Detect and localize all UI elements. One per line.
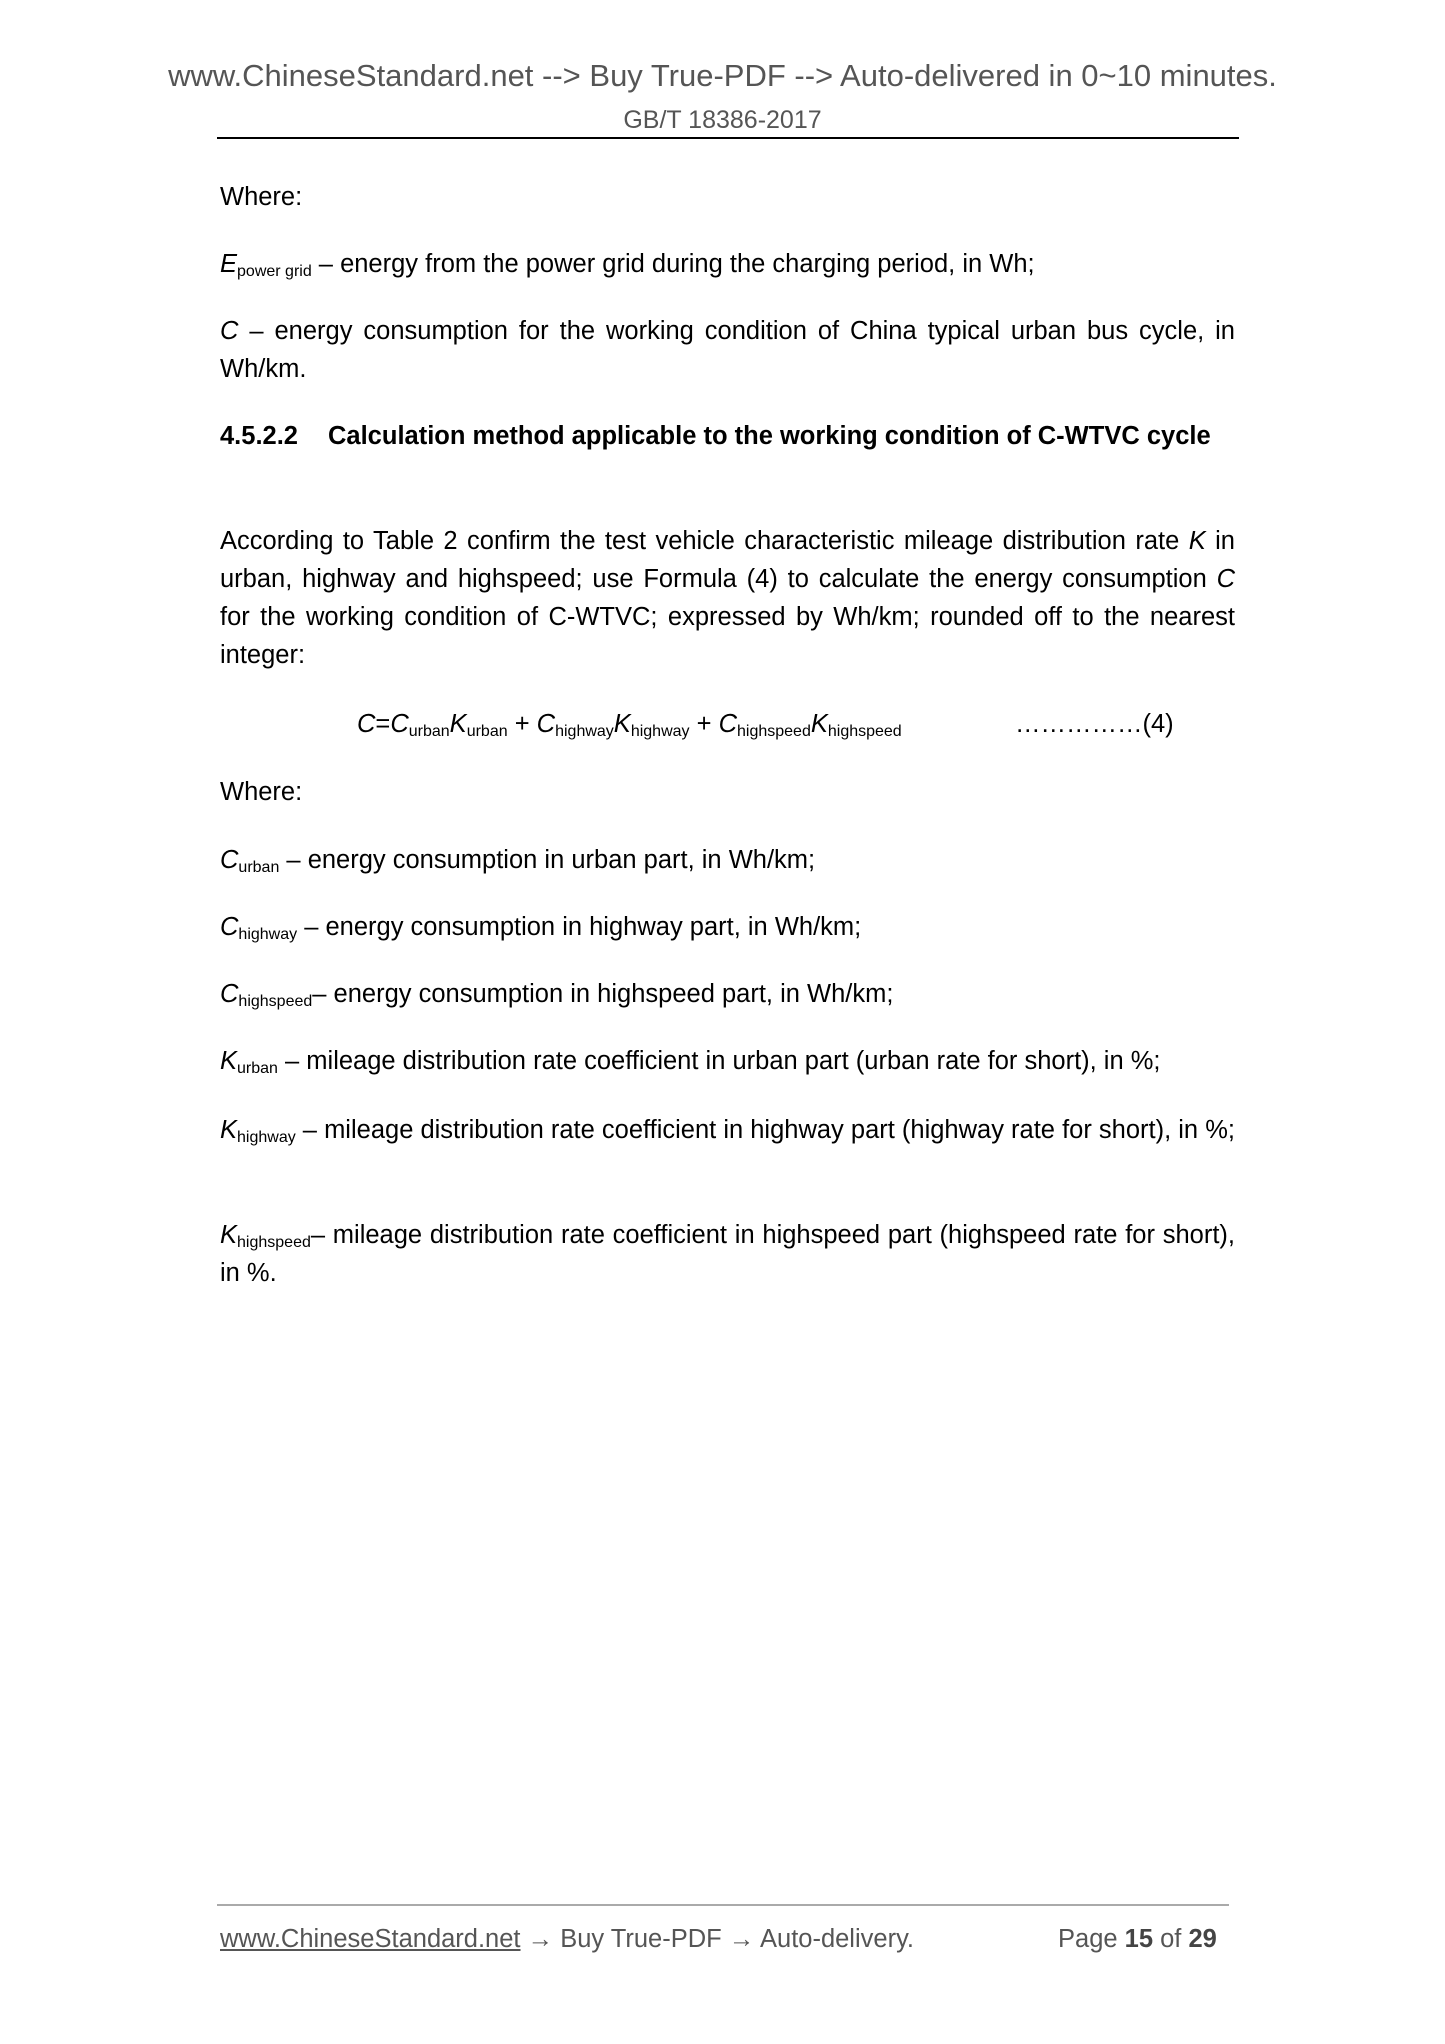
page-label: Page bbox=[1058, 1925, 1125, 1953]
symbol: C bbox=[1216, 565, 1235, 593]
header-banner: www.ChineseStandard.net --> Buy True-PDF --> Auto-delivered in 0~10 minutes. bbox=[168, 58, 1277, 93]
page-indicator bbox=[1058, 1925, 1217, 1954]
symbol: C bbox=[390, 710, 409, 738]
formula-number: ……………(4) bbox=[1015, 710, 1174, 738]
symbol: K bbox=[220, 1116, 238, 1144]
text: in urban, highway and highspeed; use Formula (4) to calculate the energy consumption bbox=[220, 527, 1235, 593]
symbol: C bbox=[536, 710, 556, 738]
definition-k-highspeed bbox=[220, 1216, 1235, 1292]
standard-number: GB/T 18386-2017 bbox=[623, 106, 822, 134]
formula-4 bbox=[357, 705, 902, 743]
definition-text: – energy consumption in highway part, in Wh/km; bbox=[297, 913, 862, 941]
subscript: highspeed bbox=[237, 1234, 311, 1251]
definition-e bbox=[220, 245, 1235, 283]
definition-text: – mileage distribution rate coefficient in highspeed part (highspeed rate for short), in %. bbox=[220, 1221, 1235, 1287]
arrow-icon: → bbox=[520, 1925, 561, 1953]
definition-k-highway bbox=[220, 1111, 1235, 1149]
text: According to Table 2 confirm the test vehicle characteristic mileage distribution rate bbox=[220, 527, 1189, 555]
definition-c-highspeed bbox=[220, 975, 1235, 1013]
definition-text: – energy from the power grid during the charging period, in Wh; bbox=[311, 250, 1035, 278]
definition-c bbox=[220, 312, 1235, 388]
subscript: urban bbox=[238, 859, 280, 876]
definition-text: – mileage distribution rate coefficient in highway part (highway rate for short), in %; bbox=[295, 1116, 1235, 1144]
symbol: K bbox=[220, 1221, 238, 1249]
symbol: C bbox=[220, 980, 239, 1008]
definition-text: – energy consumption in urban part, in Wh/km; bbox=[279, 846, 816, 874]
subscript: urban bbox=[237, 1060, 278, 1077]
symbol: C bbox=[718, 710, 737, 738]
definition-k-urban bbox=[220, 1042, 1235, 1080]
symbol: K bbox=[220, 1047, 238, 1075]
section-title: Calculation method applicable to the working condition of C-WTVC cycle bbox=[328, 422, 1211, 450]
equals: = bbox=[375, 710, 391, 738]
text: for the working condition of C-WTVC; expressed by Wh/km; rounded off to the nearest integer: bbox=[220, 603, 1235, 669]
definition-text: – energy consumption in highspeed part, in Wh/km; bbox=[312, 980, 894, 1008]
plus: + bbox=[507, 710, 537, 738]
subscript: highspeed bbox=[827, 723, 902, 740]
symbol: C bbox=[357, 710, 376, 738]
page-number: 15 bbox=[1124, 1925, 1154, 1953]
subscript: power grid bbox=[237, 263, 312, 280]
section-number: 4.5.2.2 bbox=[220, 422, 298, 450]
subscript: highspeed bbox=[737, 723, 811, 740]
subscript: highway bbox=[555, 723, 614, 740]
subscript: highspeed bbox=[238, 993, 313, 1010]
footer-link[interactable]: www.ChineseStandard.net bbox=[220, 1925, 521, 1953]
where-label: Where: bbox=[220, 183, 303, 211]
footer-text: Auto-delivery. bbox=[760, 1925, 915, 1953]
footer-text: Buy True-PDF bbox=[560, 1925, 722, 1953]
arrow-icon: → bbox=[721, 1925, 760, 1953]
definition-c-urban bbox=[220, 841, 1235, 879]
subscript: highway bbox=[238, 926, 298, 943]
symbol: C bbox=[220, 846, 239, 874]
subscript: urban bbox=[408, 723, 450, 740]
paragraph bbox=[220, 522, 1235, 674]
symbol: K bbox=[613, 710, 631, 738]
total-pages: 29 bbox=[1188, 1925, 1217, 1953]
symbol: E bbox=[220, 250, 238, 278]
section-heading bbox=[220, 417, 1235, 455]
symbol: K bbox=[810, 710, 828, 738]
symbol: K bbox=[1188, 527, 1206, 555]
where-label: Where: bbox=[220, 778, 303, 806]
plus: + bbox=[689, 710, 719, 738]
subscript: highway bbox=[237, 1129, 296, 1146]
header-rule bbox=[217, 137, 1239, 139]
subscript: highway bbox=[630, 723, 690, 740]
subscript: urban bbox=[466, 723, 508, 740]
symbol: C bbox=[220, 317, 239, 345]
definition-text: – mileage distribution rate coefficient in urban part (urban rate for short), in %; bbox=[277, 1047, 1161, 1075]
symbol: K bbox=[449, 710, 467, 738]
of-label: of bbox=[1153, 1925, 1189, 1953]
definition-text: – energy consumption for the working condition of China typical urban bus cycle, in Wh/km. bbox=[220, 317, 1235, 383]
footer-rule bbox=[217, 1904, 1229, 1906]
symbol: C bbox=[220, 913, 239, 941]
footer-promo bbox=[220, 1925, 914, 1954]
definition-c-highway bbox=[220, 908, 1235, 946]
